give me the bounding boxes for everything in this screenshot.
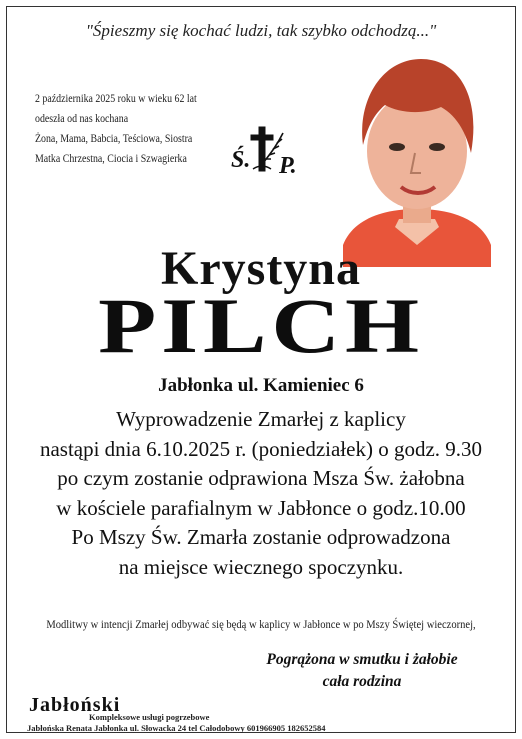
funeral-company-tagline: Kompleksowe usługi pogrzebowe — [89, 712, 210, 722]
ceremony-line: na miejsce wiecznego spoczynku. — [118, 554, 404, 579]
mourners-line-1: Pogrążona w smutku i żałobie — [266, 651, 458, 668]
cross-emblem-icon — [229, 123, 305, 179]
mourners-signature — [197, 649, 522, 693]
mourners-line-2: cała rodzina — [322, 673, 402, 690]
death-info-line: 2 października 2025 roku w wieku 62 lat — [35, 93, 197, 105]
ceremony-line: Wyprowadzenie Zmarłej z kaplicy — [116, 407, 406, 431]
ceremony-details — [7, 405, 515, 582]
funeral-company-contact: Jabłońska Renata Jabłonka ul. Słowacka 24 tel Całodobowy 601966905 182652584 — [27, 723, 326, 733]
deceased-address: Jabłonka ul. Kamieniec 6 — [158, 375, 364, 396]
ceremony-line: w kościele parafialnym w Jabłonce o godz.10.00 — [56, 495, 466, 520]
ceremony-line: po czym zostanie odprawiona Msza Św. żałobna — [57, 466, 465, 490]
ceremony-line: nastąpi dnia 6.10.2025 r. (poniedziałek) o godz. 9.30 — [39, 436, 483, 461]
death-info-line: odeszła od nas kochana — [35, 113, 129, 125]
death-info-line: Żona, Mama, Babcia, Teściowa, Siostra — [35, 133, 193, 145]
death-info-line: Matka Chrzestna, Ciocia i Szwagierka — [35, 153, 187, 165]
obituary-sheet — [6, 6, 516, 733]
deceased-portrait — [343, 49, 491, 267]
deceased-surname: PILCH — [98, 282, 424, 369]
funeral-company-logo: Jabłoński — [29, 694, 121, 716]
prayers-note: Modlitwy w intencji Zmarłej odbywać się będą w kaplicy w Jabłonce w po Mszy Świętej wieczornej, — [46, 617, 476, 631]
death-info — [35, 89, 216, 169]
emblem-right-letter: P. — [279, 153, 297, 179]
deceased-first-name: Krystyna — [161, 242, 361, 295]
ceremony-line: Po Mszy Św. Zmarła zostanie odprowadzona — [71, 525, 451, 549]
memorial-quote: "Śpieszmy się kochać ludzi, tak szybko odchodzą..." — [85, 21, 437, 40]
emblem-left-letter: Ś. — [231, 147, 251, 173]
